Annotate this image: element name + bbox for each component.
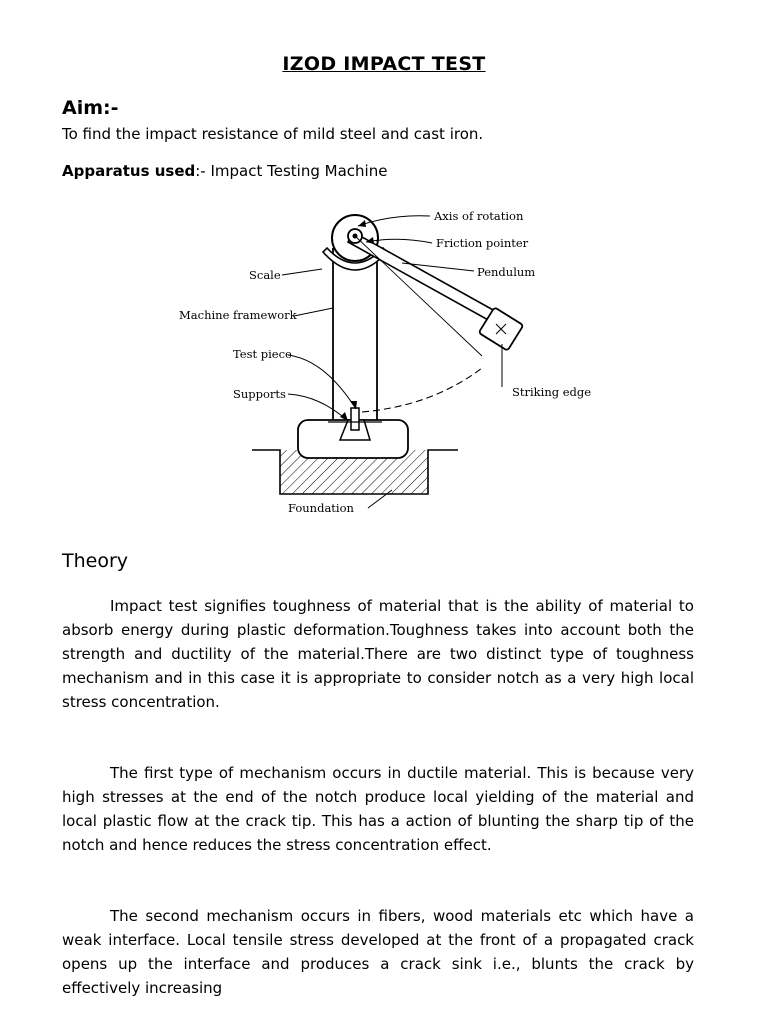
machine-column bbox=[328, 248, 382, 422]
label-axis-of-rotation: Axis of rotation bbox=[434, 209, 524, 223]
apparatus-label: Apparatus used bbox=[62, 162, 196, 180]
page-title: IZOD IMPACT TEST bbox=[282, 53, 486, 75]
label-test-piece: Test piece bbox=[233, 347, 292, 361]
label-striking-edge: Striking edge bbox=[512, 385, 592, 399]
base-block bbox=[298, 408, 408, 458]
label-pendulum: Pendulum bbox=[477, 265, 536, 279]
aim-heading: Aim:- bbox=[62, 97, 119, 119]
izod-machine-diagram bbox=[170, 200, 610, 530]
label-supports: Supports bbox=[233, 387, 286, 401]
aim-text: To find the impact resistance of mild steel and cast iron. bbox=[62, 125, 484, 143]
label-friction-pointer: Friction pointer bbox=[436, 236, 529, 250]
theory-heading: Theory bbox=[62, 550, 129, 572]
theory-paragraph-1: Impact test signifies toughness of material that is the ability of material to absorb energy during plastic deformation.Toughness takes into account both the strength and ductility of the material.There are two distinct type of toughness mechanism and in this case it is appropriate to consider notch as a very high local stress concentration. bbox=[62, 597, 694, 711]
theory-paragraph-3: The second mechanism occurs in fibers, wood materials etc which have a weak interface. Local tensile stress developed at the front of a propagated crack opens up the interface and produces a crack sink i.e., blunts the crack by effectively increasing bbox=[62, 907, 694, 997]
label-machine-framework: Machine framework bbox=[179, 308, 297, 322]
theory-paragraph-2: The first type of mechanism occurs in ductile material. This is because very high stresses at the end of the notch produce local yielding of the material and local plastic flow at the crack tip. This has a action of blunting the sharp tip of the notch and hence reduces the stress concentration effect. bbox=[62, 764, 694, 854]
label-foundation: Foundation bbox=[288, 501, 354, 515]
apparatus-line bbox=[62, 162, 387, 180]
label-scale: Scale bbox=[249, 268, 281, 282]
apparatus-value: :- Impact Testing Machine bbox=[195, 162, 388, 180]
swing-path-dashed bbox=[362, 368, 482, 412]
